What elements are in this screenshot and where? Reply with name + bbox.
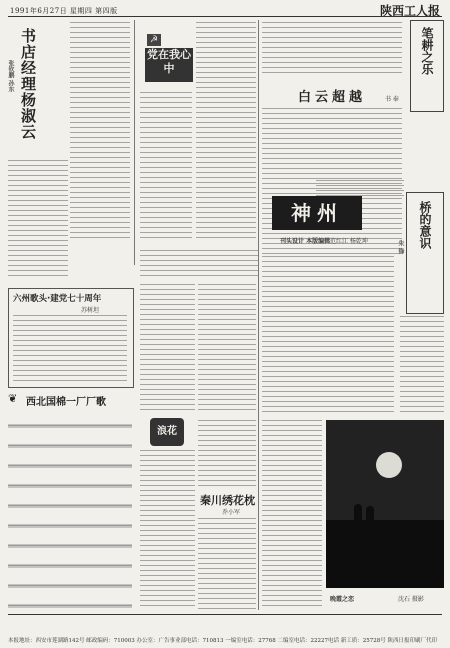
body-text-bridge-2 <box>400 316 444 416</box>
body-text-party-2 <box>140 92 192 242</box>
byline-qinqiang: 乔小军 <box>222 509 241 516</box>
party-banner <box>145 28 193 84</box>
headline-love-story: 白云超越 <box>298 90 367 105</box>
body-text-bookstore-2 <box>70 22 130 242</box>
figure-silhouette <box>354 504 362 524</box>
music-score <box>8 414 132 610</box>
banner-shenzhou: 神州 <box>272 196 362 230</box>
sunset-photo <box>326 420 444 588</box>
headline-qinqiang: 秦川绣花枕 <box>200 494 255 507</box>
body-text-mid-1 <box>140 284 195 414</box>
photo-title: 晚霞之恋 <box>330 596 355 603</box>
date-line: 1991年6月27日 星期四 第四版 <box>10 7 118 15</box>
essay-title-box <box>410 20 444 112</box>
headline-bookstore: 书店经理杨淑云 <box>19 28 37 140</box>
header-rule <box>8 16 442 17</box>
body-text-waves <box>140 450 195 610</box>
photo-credit: 沈石 摄影 <box>398 596 424 603</box>
flag-icon: ☭ <box>147 34 161 46</box>
headline-factory-song: 西北国棉一厂厂歌 <box>26 397 106 408</box>
column-rule-center <box>258 20 259 610</box>
body-text-party <box>196 22 256 242</box>
figure-silhouette-2 <box>366 506 374 524</box>
footer-info: 本报地址：西安市莲湖路142号 邮政编码：710003 办公室：广告事业部电话：710813 一编室电话：27768 二编室电话：22227电话 新工质：25728号 陕西日报印刷厂代印 <box>8 638 437 644</box>
credit-names: 范红江 杨乾坤 <box>330 238 368 245</box>
body-text-center <box>140 250 258 280</box>
ground-silhouette <box>326 520 444 588</box>
essay-title: 笔耕之乐 <box>420 27 434 75</box>
body-text-bridge <box>262 256 394 416</box>
footer-rule <box>8 614 442 615</box>
body-text-essay <box>262 22 402 77</box>
body-text-qinqiang-2 <box>262 420 322 610</box>
party-title: 党在我心中 <box>145 48 193 82</box>
body-text-qinqiang <box>198 518 256 610</box>
masthead: 陕西工人报 <box>379 4 440 18</box>
body-text-qinqiang-top <box>198 420 256 486</box>
headline-song-contest: 六州歌头·建党七十周年 <box>13 294 102 304</box>
byline-bookstore: 张钦鹏 孙东 <box>7 60 14 93</box>
body-text-mid-2 <box>198 284 256 414</box>
body-text-bookstore <box>8 160 68 280</box>
byline-bridge: 朱 锋 <box>397 240 404 255</box>
headline-bridge: 桥的意识 <box>418 201 432 249</box>
credit-label: 刊头设计 本版编辑 <box>280 238 331 245</box>
bridge-title-box <box>406 192 444 314</box>
body-text-poem <box>13 315 127 381</box>
byline-song-contest: 苏树坦 <box>81 307 100 314</box>
leaf-ornament-icon: ❦ <box>8 392 18 405</box>
waves-graphic: 浪花 <box>150 418 184 446</box>
poem-box <box>8 288 134 388</box>
body-text-bridge-top <box>316 180 404 198</box>
byline-love-story: 书 奉 <box>385 96 399 103</box>
column-rule <box>134 20 135 265</box>
sun-shape <box>376 452 402 478</box>
